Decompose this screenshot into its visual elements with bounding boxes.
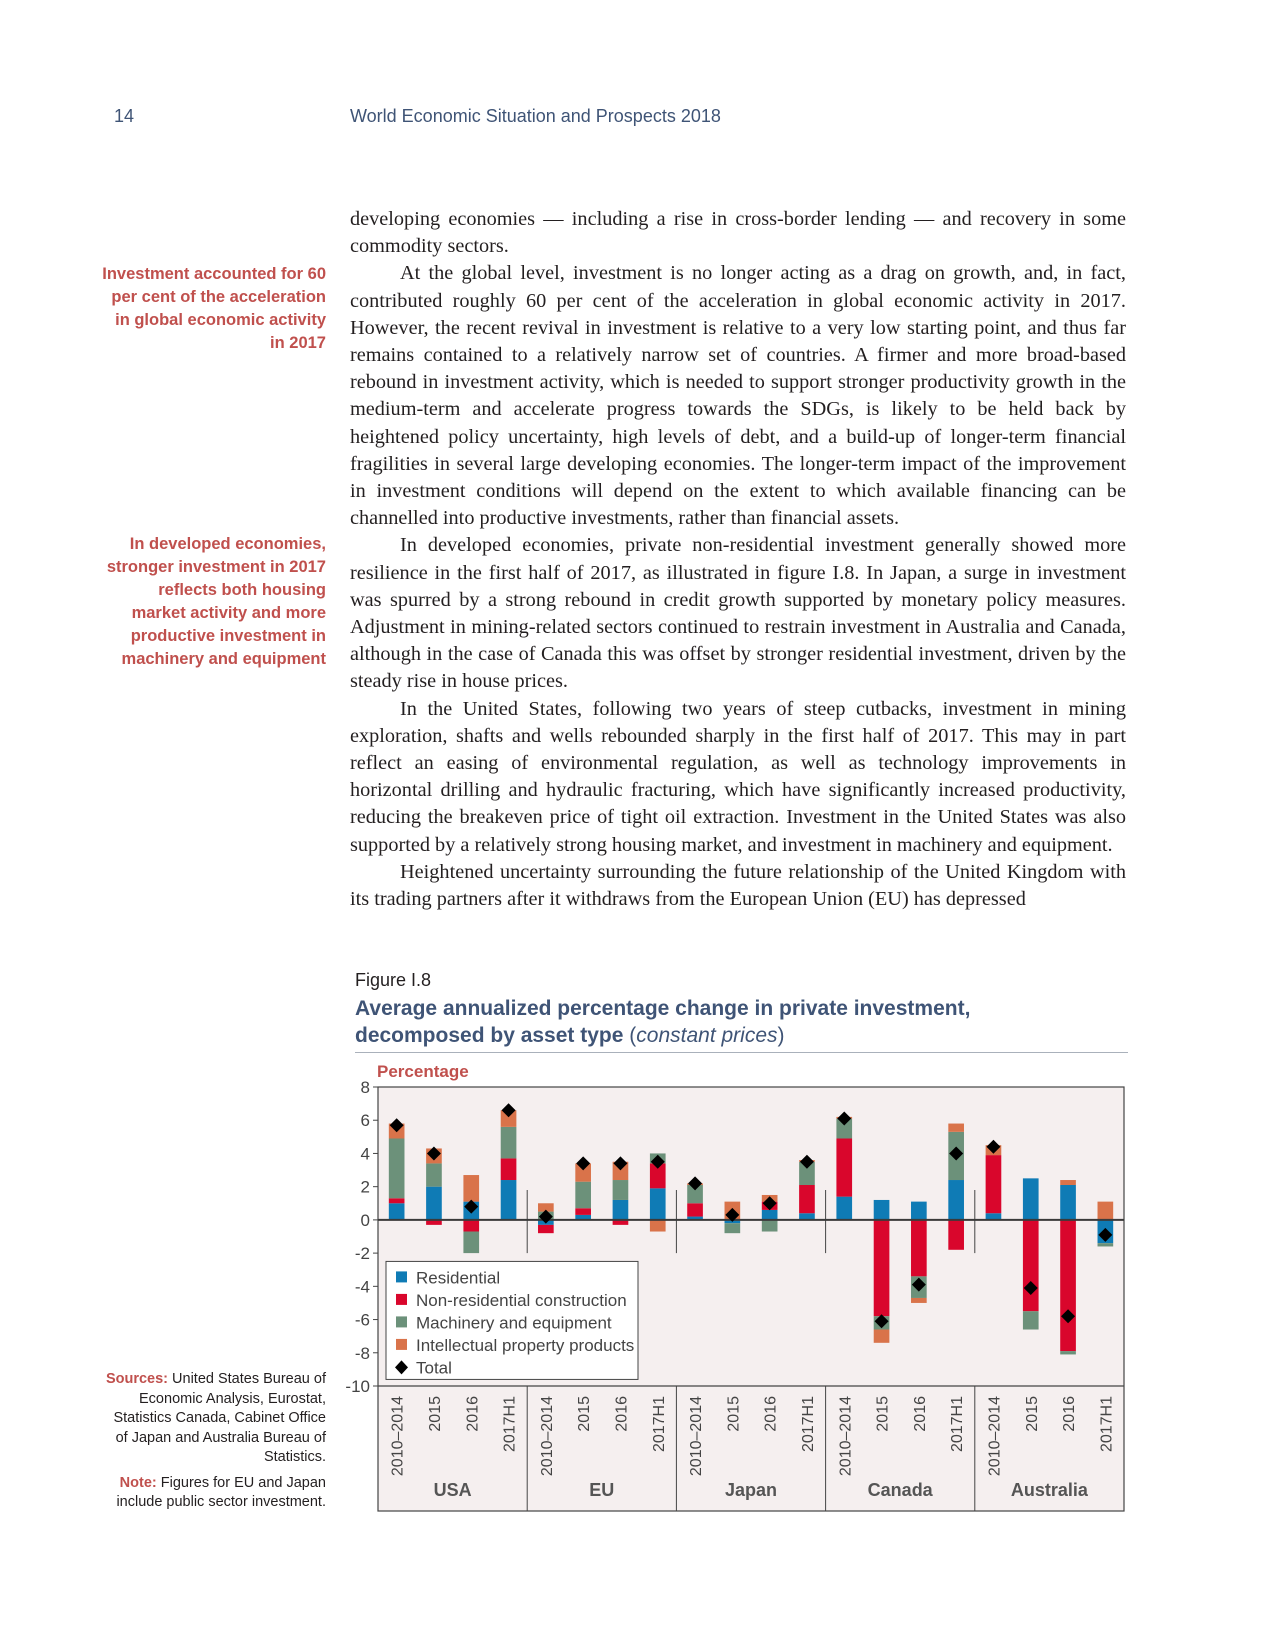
legend-label: Non-residential construction: [416, 1290, 627, 1310]
paragraph: At the global level, investment is no longer acting as a drag on growth, and, in fact, contributed roughly 60 per cent of the acceleration in global economic activity in 2017. However, the recent revival in investment is relative to a very low starting point, and thus far remains contained to a relatively narrow set of countries. A firmer and more broad-based rebound in investment activity, which is needed to support stronger productivity growth in the medium-term and accelerate progress towards the SDGs, is likely to be held back by heightened policy uncertainty, high levels of debt, and a build-up of longer-term financial fragilities in several large developing economies. The longer-term impact of the improvement in investment conditions will depend on the extent to which available financing can be channelled into productive investments, rather than financial assets.: [350, 262, 1126, 530]
legend-swatch: [396, 1271, 407, 1282]
bar-segment: [762, 1220, 778, 1232]
group-label: Japan: [724, 1480, 778, 1500]
figure-rule: [355, 1052, 1128, 1053]
bar-segment: [501, 1158, 517, 1180]
x-tick-label: 2017H1: [650, 1396, 668, 1453]
legend-swatch: [396, 1294, 407, 1305]
figure-title: [355, 995, 1075, 1049]
bar-segment: [389, 1138, 405, 1198]
x-tick-label: 2017H1: [949, 1396, 967, 1453]
bar-segment: [1098, 1243, 1114, 1246]
bar-segment: [389, 1198, 405, 1203]
bar-segment: [762, 1210, 778, 1220]
bar-segment: [874, 1220, 890, 1316]
bar-segment: [948, 1124, 964, 1132]
figure-sources: [100, 1370, 326, 1513]
y-tick-label: 0: [360, 1210, 370, 1230]
bar-segment: [874, 1330, 890, 1343]
bar-segment: [1023, 1220, 1039, 1311]
y-tick-label: 2: [360, 1177, 370, 1197]
y-tick-label: -6: [354, 1310, 370, 1330]
bar-segment: [948, 1180, 964, 1220]
sources-block: Sources: United States Bureau of Economic Analysis, Eurostat, Statistics Canada, Cabinet Office of Japan and Australia Bureau of Statistics.: [105, 1371, 326, 1465]
bar-segment: [1060, 1180, 1076, 1185]
x-tick-label: 2017H1: [501, 1396, 519, 1453]
margin-note-investment: Investment accounted for 60 per cent of the acceleration in global economic activity in 2017: [102, 265, 326, 352]
chart: [330, 1055, 1130, 1515]
paragraph: developing economies — including a rise in cross-border lending — and recovery in some commodity sectors.: [350, 208, 1126, 258]
bar-segment: [1060, 1351, 1076, 1354]
bar-segment: [1023, 1178, 1039, 1220]
bar-segment: [501, 1180, 517, 1220]
legend-swatch: [396, 1316, 407, 1327]
legend-swatch: [396, 1339, 407, 1350]
paragraph: Heightened uncertainty surrounding the future relationship of the United Kingdom with its trading partners after it withdraws from the European Union (EU) has depressed: [350, 860, 1126, 911]
x-tick-label: 2015: [725, 1396, 743, 1432]
y-tick-label: 4: [360, 1144, 370, 1164]
bar-segment: [911, 1298, 927, 1303]
bar-segment: [426, 1163, 442, 1186]
bar-segment: [836, 1197, 852, 1220]
legend-label: Machinery and equipment: [416, 1313, 612, 1333]
bar-segment: [463, 1175, 479, 1202]
figure-label: Figure I.8: [355, 970, 432, 990]
bar-segment: [463, 1220, 479, 1232]
x-tick-label: 2015: [874, 1396, 892, 1432]
group-label: Canada: [867, 1480, 933, 1500]
bar-segment: [687, 1203, 703, 1216]
bar-segment: [389, 1203, 405, 1220]
y-tick-label: 6: [360, 1111, 370, 1131]
bar-segment: [799, 1185, 815, 1213]
bar-segment: [538, 1225, 554, 1233]
bar-segment: [836, 1138, 852, 1196]
bar-segment: [986, 1155, 1002, 1213]
figure-subtitle: (constant prices): [629, 1024, 785, 1047]
y-tick-label: -10: [345, 1377, 370, 1396]
x-tick-label: 2015: [1023, 1396, 1041, 1432]
x-tick-label: 2016: [911, 1396, 929, 1432]
margin-note-developed: In developed economies, stronger investment in 2017 reflects both housing market activity and more productive investment in machinery and equipment: [106, 535, 326, 668]
x-tick-label: 2010–2014: [837, 1396, 855, 1477]
x-tick-label: 2010–2014: [389, 1396, 407, 1477]
y-tick-label: -8: [354, 1343, 370, 1363]
group-label: Australia: [1010, 1480, 1088, 1500]
bar-segment: [874, 1200, 890, 1220]
bar-segment: [650, 1220, 666, 1232]
note-block: Note: Figures for EU and Japan include public sector investment.: [116, 1474, 326, 1510]
y-axis-label: Percentage: [377, 1062, 469, 1081]
x-tick-label: 2010–2014: [688, 1396, 706, 1477]
bar-segment: [575, 1182, 591, 1209]
running-title: World Economic Situation and Prospects 2018: [350, 106, 721, 126]
x-tick-label: 2017H1: [799, 1396, 817, 1453]
x-tick-label: 2010–2014: [538, 1396, 556, 1477]
bar-segment: [911, 1220, 927, 1276]
x-tick-label: 2017H1: [1098, 1396, 1116, 1453]
figure-title-text: Average annualized percentage change in private investment, decomposed by asset type: [355, 997, 971, 1047]
legend-label: Intellectual property products: [416, 1335, 635, 1355]
bar-segment: [426, 1187, 442, 1220]
group-label: EU: [589, 1480, 615, 1500]
bar-segment: [1060, 1185, 1076, 1220]
legend-label: Total: [416, 1358, 452, 1378]
x-tick-label: 2016: [464, 1396, 482, 1432]
bar-segment: [1023, 1311, 1039, 1329]
bar-segment: [613, 1200, 629, 1220]
bar-segment: [1060, 1220, 1076, 1351]
y-tick-label: -2: [354, 1244, 370, 1264]
bar-segment: [1098, 1202, 1114, 1220]
x-tick-label: 2016: [613, 1396, 631, 1432]
x-tick-label: 2010–2014: [986, 1396, 1004, 1477]
x-tick-label: 2016: [762, 1396, 780, 1432]
bar-segment: [911, 1202, 927, 1220]
bar-segment: [463, 1232, 479, 1254]
page-number: 14: [114, 106, 135, 126]
y-tick-label: 8: [360, 1078, 370, 1097]
legend-label: Residential: [416, 1268, 501, 1288]
body-text: [350, 206, 1126, 913]
x-tick-label: 2015: [426, 1396, 444, 1432]
x-tick-label: 2015: [576, 1396, 594, 1432]
bar-segment: [948, 1220, 964, 1250]
group-label: USA: [433, 1480, 472, 1500]
paragraph: In the United States, following two years of steep cutbacks, investment in mining exploration, shafts and wells rebounded sharply in the first half of 2017. This may in part reflect an easing of environmental regulation, as well as technology improvements in horizontal drilling and hydraulic fracturing, which have significantly increased productivity, reducing the breakeven price of tight oil extraction. Investment in the United States was also supported by a relatively strong housing market, and investment in machinery and equipment.: [350, 697, 1126, 856]
bar-segment: [613, 1180, 629, 1200]
bar-segment: [650, 1188, 666, 1220]
bar-segment: [725, 1223, 741, 1233]
y-tick-label: -4: [354, 1277, 370, 1297]
x-tick-label: 2016: [1061, 1396, 1079, 1432]
paragraph: In developed economies, private non-residential investment generally showed more resilience in the first half of 2017, as illustrated in figure I.8. In Japan, a surge in investment was spurred by a strong rebound in credit growth supported by monetary policy measures. Adjustment in mining-related sectors continued to restrain investment in Australia and Canada, although in the case of Canada this was offset by stronger residential investment, driven by the steady rise in house prices.: [350, 534, 1126, 693]
bar-segment: [501, 1127, 517, 1159]
bar-segment: [575, 1208, 591, 1215]
